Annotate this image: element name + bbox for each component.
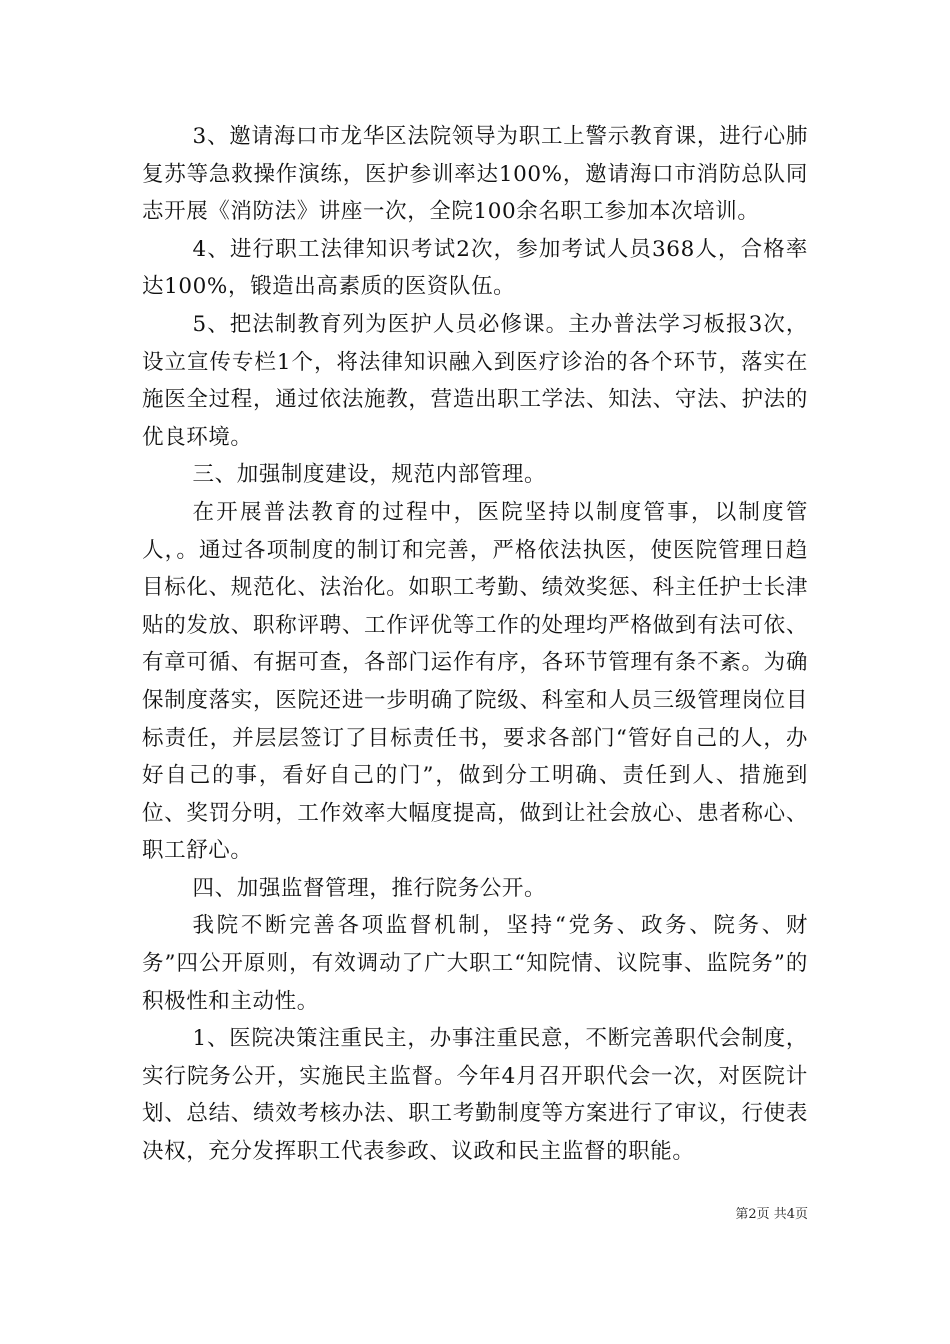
section-heading-4: 四、加强监督管理，推行院务公开。 <box>192 875 547 901</box>
paragraph-item-1-democracy: 1、医院决策注重民主，办事注重民意，不断完善职代会制度，实行院务公开，实施民主监督。今年4月召开职代会一次，对医院计划、总结、绩效考核办法、职工考勤制度等方案进行了审议，行使表决权，充分发挥职工代表参政、议政和民主监督的职能。 <box>142 1026 808 1165</box>
paragraph-item-3: 3、邀请海口市龙华区法院领导为职工上警示教育课，进行心肺复苏等急救操作演练，医护参训率达100%，邀请海口市消防总队同志开展《消防法》讲座一次，全院100余名职工参加本次培训。 <box>142 124 808 225</box>
paragraph-supervision: 我院不断完善各项监督机制，坚持“党务、政务、院务、财务”四公开原则，有效调动了广大职工“知院情、议院事、监院务”的积极性和主动性。 <box>142 913 808 1014</box>
paragraph-item-5: 5、把法制教育列为医护人员必修课。主办普法学习板报3次，设立宣传专栏1个，将法律知识融入到医疗诊治的各个环节，落实在施医全过程，通过依法施教，营造出职工学法、知法、守法、护法的优良环境。 <box>142 311 808 450</box>
page-number: 第2页 共4页 <box>735 1207 808 1222</box>
paragraph-item-4: 4、进行职工法律知识考试2次，参加考试人员368人，合格率达100%，锻造出高素质的医资队伍。 <box>142 236 808 300</box>
paragraph-management: 在开展普法教育的过程中，医院坚持以制度管事，以制度管人，。通过各项制度的制订和完善，严格依法执医，使医院管理日趋目标化、规范化、法治化。如职工考勤、绩效奖惩、科主任护士长津贴的发放、职称评聘、工作评优等工作的处理均严格做到有法可依、有章可循、有据可查，各部门运作有序，各环节管理有条不紊。为确保制度落实，医院还进一步明确了院级、科室和人员三级管理岗位目标责任，并层层签订了目标责任书，要求各部门“管好自己的人，办好自己的事，看好自己的门”，做到分工明确、责任到人、措施到位、奖罚分明，工作效率大幅度提高，做到让社会放心、患者称心、职工舒心。 <box>142 499 808 864</box>
section-heading-3: 三、加强制度建设，规范内部管理。 <box>192 462 547 488</box>
document-body <box>142 118 808 1171</box>
